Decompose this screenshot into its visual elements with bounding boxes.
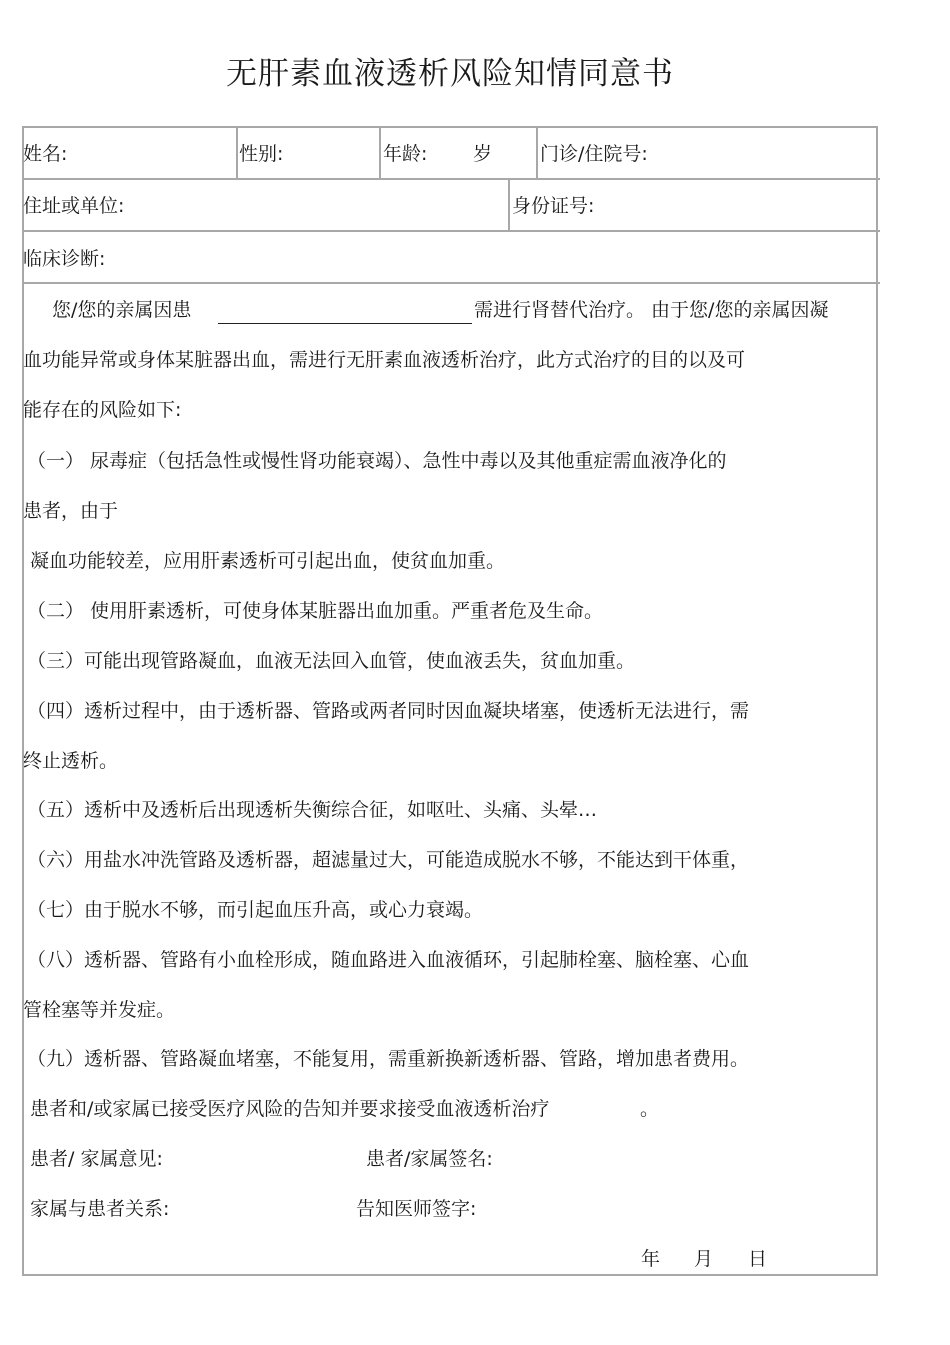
risk-item: （八）透析器、管路有小血栓形成，随血路进入血液循环，引起肺栓塞、脑栓塞、心血 [27,949,750,971]
row-divider [22,282,880,284]
name-label: 姓名: [23,143,68,165]
disease-blank [218,323,472,324]
row-divider [22,178,880,180]
id-number-label: 身份证号: [512,195,595,217]
intro-text: 需进行肾替代治疗。 由于您/您的亲属因凝 [474,299,829,321]
risk-item: 终止透析。 [23,750,119,772]
age-label: 年龄: [383,143,428,165]
date-day-label: 日 [748,1248,768,1270]
column-divider [536,127,538,179]
risk-item: 患者，由于 [23,500,119,522]
intro-text: 能存在的风险如下: [23,399,182,421]
risk-item: （二） 使用肝素透析，可使身体某脏器出血加重。严重者危及生命。 [27,600,604,622]
column-divider [508,179,510,231]
risk-item: （六）用盐水冲洗管路及透析器，超滤量过大，可能造成脱水不够，不能达到干体重， [27,849,750,871]
risk-item: （四）透析过程中，由于透析器、管路或两者同时因血凝块堵塞，使透析无法进行，需 [27,700,750,722]
risk-item: （三）可能出现管路凝血，血液无法回入血管，使血液丢失，贫血加重。 [27,650,636,672]
relation-label: 家属与患者关系: [30,1198,170,1220]
risk-item: 凝血功能较差，应用肝素透析可引起出血，使贫血加重。 [30,550,506,572]
consent-statement: 患者和/或家属已接受医疗风险的告知并要求接受血液透析治疗 [30,1098,550,1120]
intro-text: 您/您的亲属因患 [52,299,192,321]
signature-label: 患者/家属签名: [366,1148,493,1170]
opinion-label: 患者/ 家属意见: [30,1148,163,1170]
date-year-label: 年 [641,1248,661,1270]
date-month-label: 月 [694,1248,714,1270]
doctor-signature-label: 告知医师签字: [356,1198,477,1220]
document-title: 无肝素血液透析风险知情同意书 [226,56,674,92]
age-unit: 岁 [473,143,493,165]
column-divider [379,127,381,179]
risk-item: （五）透析中及透析后出现透析失衡综合征，如呕吐、头痛、头晕… [27,799,598,821]
diagnosis-label: 临床诊断: [23,248,106,270]
intro-text: 血功能异常或身体某脏器出血，需进行无肝素血液透析治疗，此方式治疗的目的以及可 [23,349,746,371]
gender-label: 性别: [239,143,284,165]
row-divider [22,230,880,232]
risk-item: （七）由于脱水不够，而引起血压升高，或心力衰竭。 [27,899,484,921]
address-label: 住址或单位: [23,195,125,217]
risk-item: （一） 尿毒症（包括急性或慢性肾功能衰竭）、急性中毒以及其他重症需血液净化的 [27,450,727,472]
risk-item: （九）透析器、管路凝血堵塞，不能复用，需重新换新透析器、管路，增加患者费用。 [27,1048,750,1070]
column-divider [236,127,238,179]
record-number-label: 门诊/住院号: [540,143,648,165]
risk-item: 管栓塞等并发症。 [23,999,176,1021]
consent-period: 。 [640,1098,660,1120]
